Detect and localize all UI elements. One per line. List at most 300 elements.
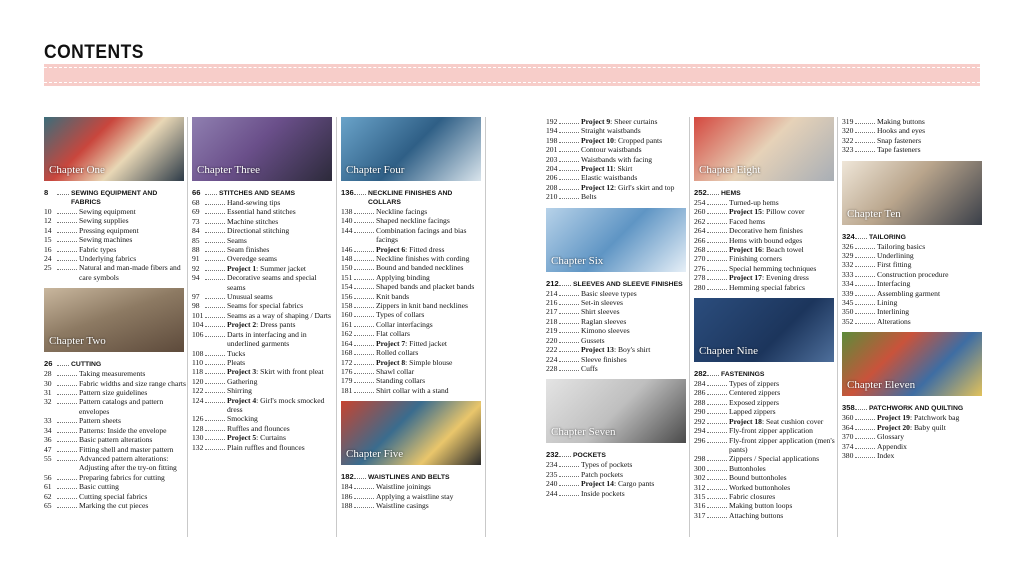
entry-title — [581, 355, 690, 364]
entry-text: Index — [877, 450, 895, 460]
project-label: Project 16 — [729, 245, 762, 255]
page-number: 12 — [44, 216, 52, 226]
section-title — [721, 189, 838, 198]
page-number: 244 — [546, 488, 558, 498]
leader-dots — [707, 436, 727, 443]
leader-dots — [559, 117, 579, 124]
entry-text: Elastic waistbands — [581, 173, 638, 183]
leader-dots — [57, 445, 77, 452]
entry-title — [227, 245, 336, 254]
entry-text: Seam finishes — [227, 245, 270, 255]
entry-title — [729, 198, 838, 207]
page-number: 364 — [842, 422, 854, 432]
entry-title — [79, 473, 188, 482]
leader-dots — [707, 483, 727, 490]
entry-text: Ruffles and flounces — [227, 423, 290, 433]
entry-text: Worked buttonholes — [729, 482, 791, 492]
entry-title — [227, 330, 336, 349]
entry-title — [729, 226, 838, 235]
page-number: 268 — [694, 245, 706, 255]
entry-title — [581, 336, 690, 345]
entry-text: Shirring — [227, 386, 252, 396]
leader-dots — [707, 283, 727, 290]
leader-dots — [205, 188, 217, 195]
project-label: Project 11 — [581, 164, 614, 174]
toc-entry — [694, 407, 838, 416]
page-number: 26 — [44, 359, 53, 369]
leader-dots — [205, 264, 225, 271]
leader-dots — [57, 482, 77, 489]
entry-title — [877, 260, 986, 269]
leader-dots — [57, 416, 77, 423]
leader-dots — [354, 320, 374, 327]
page-number: 206 — [546, 173, 558, 183]
page-number: 360 — [842, 413, 854, 423]
toc-entry — [341, 329, 485, 338]
toc-entry — [694, 492, 838, 501]
toc-entry — [341, 310, 485, 319]
entry-title — [227, 443, 336, 452]
page-number: 323 — [842, 145, 854, 155]
leader-dots — [354, 245, 374, 252]
entry-title — [376, 492, 485, 501]
toc-entry — [694, 501, 838, 510]
entry-text: : Boy's shirt — [613, 345, 651, 355]
entry-text: Machine stitches — [227, 216, 279, 226]
entry-title — [877, 423, 986, 432]
entry-title — [729, 245, 838, 254]
entry-text: Pleats — [227, 357, 246, 367]
page-number: 91 — [192, 254, 200, 264]
entry-title — [729, 501, 838, 510]
leader-dots — [205, 217, 225, 224]
page-number: 181 — [341, 385, 353, 395]
leader-dots — [354, 226, 374, 233]
toc-entry — [44, 263, 188, 282]
page-number: 315 — [694, 491, 706, 501]
leader-dots — [354, 282, 374, 289]
toc-entry — [44, 235, 188, 244]
toc-entry — [192, 424, 336, 433]
entry-title — [729, 511, 838, 520]
decorative-band — [44, 64, 980, 86]
entry-title — [227, 254, 336, 263]
entry-title — [376, 329, 485, 338]
page-number: 118 — [192, 367, 204, 377]
page-number: 262 — [694, 216, 706, 226]
entry-text: Interlining — [877, 307, 910, 317]
project-label: Project 18 — [729, 416, 762, 426]
entry-title — [79, 501, 188, 510]
entry-title — [581, 136, 690, 145]
entry-text: Making buttons — [877, 117, 925, 126]
section-heading — [192, 188, 336, 198]
page-number: 224 — [546, 354, 558, 364]
entry-title — [877, 413, 986, 422]
leader-dots — [559, 279, 571, 286]
entry-title — [729, 436, 838, 455]
entry-text: Pressing equipment — [79, 225, 139, 235]
project-label: Project 5 — [227, 433, 257, 443]
entry-text: NECKLINE FINISHES AND COLLARS — [368, 190, 453, 206]
entry-title — [227, 226, 336, 235]
toc-entry — [44, 369, 188, 378]
leader-dots — [855, 413, 875, 420]
entry-title — [227, 207, 336, 216]
leader-dots — [57, 388, 77, 395]
entry-title — [581, 364, 690, 373]
toc-entry — [341, 254, 485, 263]
section-heading — [341, 188, 485, 207]
leader-dots — [707, 245, 727, 252]
leader-dots — [354, 301, 374, 308]
entry-title — [376, 254, 485, 263]
page-number: 374 — [842, 441, 854, 451]
entry-text: Zippers / Special applications — [729, 454, 820, 464]
page-number: 73 — [192, 216, 200, 226]
entry-text: Contour waistbands — [581, 145, 642, 155]
page-number: 61 — [44, 482, 52, 492]
leader-dots — [707, 511, 727, 518]
entry-text: TAILORING — [869, 233, 906, 241]
leader-dots — [707, 264, 727, 271]
entry-title — [877, 270, 986, 279]
toc-entry — [44, 254, 188, 263]
entry-title — [227, 358, 336, 367]
entry-title — [227, 236, 336, 245]
leader-dots — [855, 442, 875, 449]
entry-title — [376, 358, 485, 367]
entry-title — [227, 377, 336, 386]
page-number: 69 — [192, 207, 200, 217]
entry-title — [877, 279, 986, 288]
entry-title — [877, 126, 986, 135]
leader-dots — [707, 198, 727, 205]
page-number: 36 — [44, 435, 52, 445]
entry-text: Sewing supplies — [79, 216, 129, 226]
entry-text: Basic sleeve types — [581, 288, 637, 298]
toc-entry — [842, 442, 986, 451]
chapter-label: Chapter Two — [49, 335, 106, 348]
entry-title — [227, 273, 336, 292]
toc-entry — [546, 336, 690, 345]
page-number: 151 — [341, 272, 353, 282]
leader-dots — [205, 433, 225, 440]
entry-text: Smocking — [227, 414, 258, 424]
section-title — [71, 360, 188, 369]
chapter-image-four — [341, 117, 481, 181]
toc-entry — [842, 242, 986, 251]
leader-dots — [57, 245, 77, 252]
entry-title — [581, 470, 690, 479]
page-number: 292 — [694, 416, 706, 426]
toc-entry — [546, 307, 690, 316]
toc-entry — [341, 292, 485, 301]
leader-dots — [205, 236, 225, 243]
toc-entry — [546, 192, 690, 201]
toc-entry — [694, 436, 838, 455]
entry-text: Neckline facings — [376, 207, 428, 216]
toc-entry — [44, 454, 188, 473]
entry-title — [79, 369, 188, 378]
leader-dots — [559, 192, 579, 199]
page-number: 345 — [842, 298, 854, 308]
toc-entry — [694, 236, 838, 245]
leader-dots — [559, 460, 579, 467]
entry-title — [581, 298, 690, 307]
toc-entry — [842, 451, 986, 460]
toc-entry — [341, 207, 485, 216]
leader-dots — [559, 145, 579, 152]
section-title — [368, 189, 485, 207]
leader-dots — [354, 348, 374, 355]
entry-text: : Girl's skirt and top — [613, 182, 675, 192]
entry-title — [729, 283, 838, 292]
entry-title — [79, 492, 188, 501]
toc-entry — [694, 273, 838, 282]
toc-column-5 — [694, 117, 838, 520]
entry-title — [79, 445, 188, 454]
page-number: 120 — [192, 376, 204, 386]
entry-title — [227, 386, 336, 395]
chapter-label: Chapter Eight — [699, 164, 761, 176]
entry-title — [581, 460, 690, 469]
chapter-label: Chapter Six — [551, 254, 604, 267]
entry-title — [79, 416, 188, 425]
entry-title — [227, 414, 336, 423]
page-number: 184 — [341, 482, 353, 492]
entry-text: Combination facings and bias facings — [376, 225, 467, 245]
entry-text: SLEEVES AND SLEEVE FINISHES — [573, 280, 683, 288]
page-number: 32 — [44, 397, 52, 407]
leader-dots — [855, 423, 875, 430]
entry-title — [227, 320, 336, 329]
leader-dots — [354, 367, 374, 374]
entry-text: Tailoring basics — [877, 241, 926, 251]
toc-entry — [842, 423, 986, 432]
leader-dots — [354, 501, 374, 508]
entry-title — [877, 145, 986, 154]
leader-dots — [707, 369, 719, 376]
entry-title — [79, 388, 188, 397]
chapter-image-eleven — [842, 332, 982, 396]
page-number: 56 — [44, 472, 52, 482]
leader-dots — [205, 349, 225, 356]
toc-entry — [44, 388, 188, 397]
page-number: 34 — [44, 425, 52, 435]
page-number: 65 — [44, 500, 52, 510]
leader-dots — [57, 379, 77, 386]
entry-text: Fly-front zipper application (men's pants) — [729, 435, 835, 454]
leader-dots — [205, 330, 225, 337]
entry-text: Buttonholes — [729, 463, 766, 473]
page-number: 25 — [44, 263, 52, 273]
page-number: 94 — [192, 273, 200, 283]
entry-text: Waistline casings — [376, 500, 429, 510]
page-number: 14 — [44, 225, 52, 235]
page-number: 176 — [341, 366, 353, 376]
toc-entry — [546, 345, 690, 354]
leader-dots — [559, 326, 579, 333]
entry-text: Lining — [877, 298, 898, 308]
page-number: 333 — [842, 269, 854, 279]
entry-text: Appendix — [877, 441, 907, 451]
project-label: Project 8 — [376, 357, 406, 367]
toc-entry — [341, 263, 485, 272]
leader-dots — [707, 254, 727, 261]
project-label: Project 20 — [877, 422, 910, 432]
entry-text: Hems with bound edges — [729, 235, 803, 245]
toc-entry — [694, 454, 838, 463]
entry-text: Fitting shell and master pattern — [79, 444, 174, 454]
toc-entry — [842, 117, 986, 126]
entry-title — [79, 454, 188, 473]
page-number: 276 — [694, 263, 706, 273]
page-number: 85 — [192, 235, 200, 245]
entry-text: Underlying fabrics — [79, 254, 137, 264]
toc-entry — [341, 482, 485, 491]
page-number: 219 — [546, 326, 558, 336]
leader-dots — [57, 435, 77, 442]
leader-dots — [559, 489, 579, 496]
page-number: 15 — [44, 235, 52, 245]
leader-dots — [707, 236, 727, 243]
toc-entry — [546, 289, 690, 298]
leader-dots — [354, 358, 374, 365]
entry-text: First fitting — [877, 260, 912, 270]
project-label: Project 15 — [729, 207, 762, 217]
page-number: 101 — [192, 310, 204, 320]
entry-title — [581, 479, 690, 488]
entry-text: Tucks — [227, 348, 246, 358]
toc-entry — [842, 270, 986, 279]
leader-dots — [354, 339, 374, 346]
toc-entry — [44, 216, 188, 225]
page-number: 282 — [694, 369, 707, 379]
entry-text: Cuffs — [581, 363, 598, 373]
entry-text: Knit bands — [376, 291, 410, 301]
toc-entry — [192, 377, 336, 386]
entry-text: Advanced pattern alterations: Adjusting after the try-on fitting — [79, 453, 177, 473]
page-number: 16 — [44, 244, 52, 254]
entry-text: : Cargo pants — [613, 479, 655, 489]
toc-column-1 — [44, 117, 188, 510]
entry-title — [877, 298, 986, 307]
entry-text: Applying a waistline stay — [376, 491, 454, 501]
column-divider — [485, 117, 486, 537]
toc-entry — [341, 386, 485, 395]
page-number: 217 — [546, 307, 558, 317]
entry-title — [376, 207, 485, 216]
page-number: 108 — [192, 348, 204, 358]
leader-dots — [205, 424, 225, 431]
chapter-image-seven — [546, 379, 686, 443]
toc-entry — [341, 358, 485, 367]
entry-text: WAISTLINES AND BELTS — [368, 474, 450, 482]
page-number: 55 — [44, 453, 52, 463]
section-title — [368, 473, 485, 482]
page-number: 122 — [192, 386, 204, 396]
page-number: 296 — [694, 435, 706, 445]
entry-text: Gathering — [227, 376, 258, 386]
toc-entry — [44, 245, 188, 254]
project-label: Project 13 — [581, 345, 614, 355]
page-number: 290 — [694, 407, 706, 417]
toc-entry — [44, 416, 188, 425]
page-number: 334 — [842, 279, 854, 289]
toc-entry — [546, 145, 690, 154]
leader-dots — [707, 217, 727, 224]
page-number: 168 — [341, 348, 353, 358]
leader-dots — [707, 273, 727, 280]
leader-dots — [855, 307, 875, 314]
page-number: 288 — [694, 397, 706, 407]
page-number: 324 — [842, 231, 855, 241]
toc-entry — [694, 388, 838, 397]
leader-dots — [205, 320, 225, 327]
project-label: Project 14 — [581, 479, 614, 489]
toc-entry — [694, 511, 838, 520]
page-number: 150 — [341, 263, 353, 273]
toc-entry — [341, 301, 485, 310]
entry-text: Collar interfacings — [376, 319, 433, 329]
leader-dots — [57, 369, 77, 376]
chapter-label: Chapter Nine — [699, 345, 758, 358]
page-number: 192 — [546, 117, 558, 126]
entry-title — [376, 376, 485, 385]
section-heading — [546, 279, 690, 289]
entry-text: Bound and banded necklines — [376, 263, 464, 273]
page-number: 317 — [694, 510, 706, 520]
entry-title — [227, 349, 336, 358]
leader-dots — [205, 226, 225, 233]
toc-entry — [694, 283, 838, 292]
page-number: 126 — [192, 414, 204, 424]
entry-title — [877, 451, 986, 460]
entry-title — [877, 289, 986, 298]
page-title: CONTENTS — [44, 42, 144, 63]
entry-text: Essential hand stitches — [227, 207, 296, 217]
leader-dots — [855, 136, 875, 143]
toc-column-3 — [341, 117, 485, 510]
toc-entry — [341, 492, 485, 501]
toc-entry — [192, 311, 336, 320]
entry-title — [729, 454, 838, 463]
entry-title — [729, 492, 838, 501]
entry-title — [376, 273, 485, 282]
entry-text: Preparing fabrics for cutting — [79, 472, 165, 482]
toc-entry — [341, 376, 485, 385]
entry-title — [877, 442, 986, 451]
entry-title — [79, 379, 188, 388]
toc-entry — [192, 386, 336, 395]
entry-text: : Simple blouse — [405, 357, 453, 367]
toc-entry — [44, 473, 188, 482]
entry-title — [729, 417, 838, 426]
leader-dots — [57, 454, 77, 461]
chapter-label: Chapter Four — [346, 164, 405, 176]
leader-dots — [205, 396, 225, 403]
chapter-label: Chapter Seven — [551, 426, 616, 439]
leader-dots — [855, 251, 875, 258]
entry-title — [581, 117, 690, 126]
entry-title — [376, 348, 485, 357]
page-number: 24 — [44, 254, 52, 264]
leader-dots — [855, 145, 875, 152]
toc-entry — [341, 282, 485, 291]
page-number: 358 — [842, 403, 855, 413]
toc-entry — [694, 473, 838, 482]
